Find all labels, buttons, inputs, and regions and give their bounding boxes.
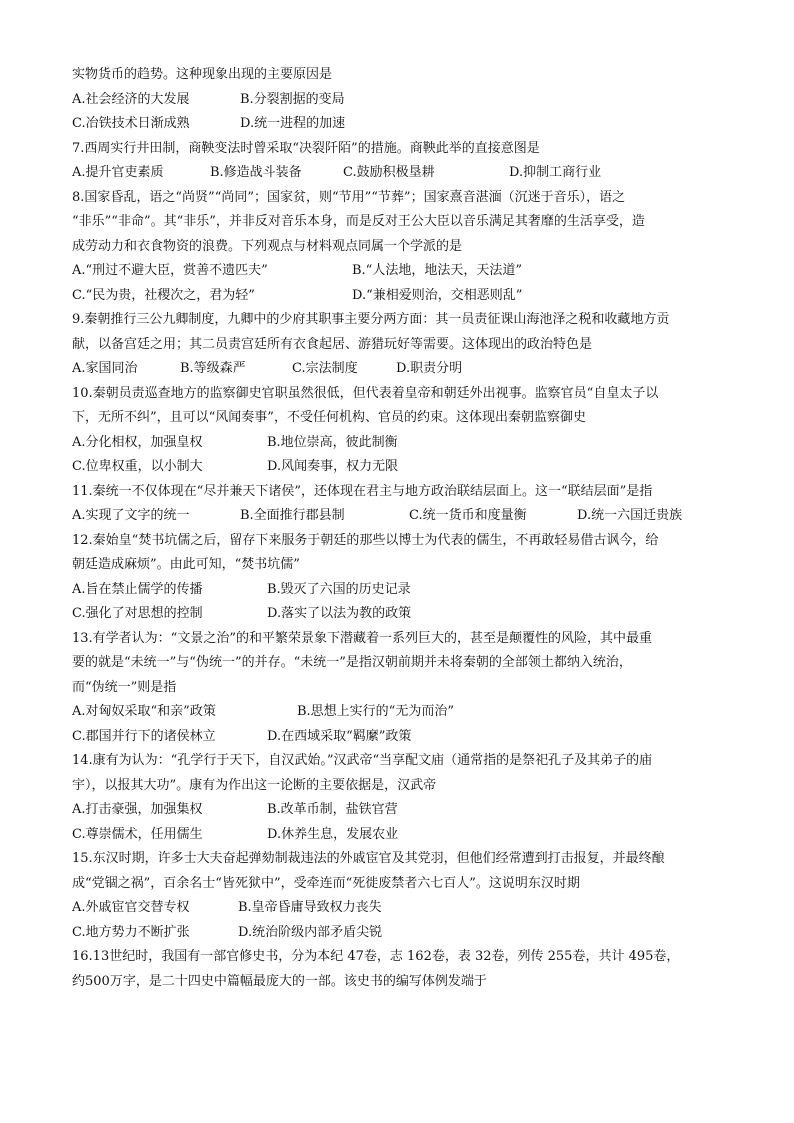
q9-option-d: D.职责分明 [396,361,463,376]
q10-stem-line: 下，无所不纠”，且可以“风闻奏事”，不受任何机构、官员的约束。这体现出秦朝监察御史 [72,410,586,425]
q7-option-c: C.鼓励积极垦耕 [343,165,435,180]
q11-option-c: C.统一货币和度量衡 [409,508,527,523]
q13-stem-line: 而“伪统一”则是指 [72,679,177,695]
q13-option-a: A.对匈奴采取“和亲”政策 [72,704,216,719]
q14-stem-line: 宇），以报其大功”。康有为作出这一论断的主要依据是，汉武帝 [72,777,437,793]
q8-option-d: D.“兼相爱则治，交相恶则乱” [352,287,523,303]
q9-stem-line: 献，以备宫廷之用；其二员责宫廷所有衣食起居、游猎玩好等需要。这体现出的政治特色是 [72,336,593,352]
q12-options-row [72,602,722,627]
q15-stem-line: 15.东汉时期，许多士大夫奋起弹劾制裁违法的外戚宦官及其党羽，但他们经常遭到打击报复，并最终酿 [72,851,665,866]
q10-options-row [72,455,722,480]
q12-stem-line: 朝廷造成麻烦”。由此可知，“焚书坑儒” [72,557,300,572]
q16-stem-line: 约500万字，是二十四史中篇幅最庞大的一部。该史书的编写体例发端于 [72,973,487,989]
q8-option-b: B.“人法地，地法天，天法道” [352,263,522,278]
q7-stem-line: 7.西周实行井田制，商鞅变法时曾采取“决裂阡陌”的措施。商鞅此举的直接意图是 [72,140,540,156]
q14-option-b: B.改革币制，盐铁官营 [267,802,398,817]
q10-option-c: C.位卑权重，以小制大 [72,459,203,474]
q14-option-a: A.打击豪强，加强集权 [72,802,203,817]
q13-options-row [72,700,722,725]
q6-option-b: B.分裂割据的变局 [240,91,345,107]
q9-option-b: B.等级森严 [180,361,246,376]
q9-stem-line: 9.秦朝推行三公九卿制度，九卿中的少府其职事主要分两方面：其一员责征课山海池泽之税和收藏地方贡 [72,312,670,327]
q7-options-row [72,161,722,186]
q13-option-b: B.思想上实行的“无为而治” [297,704,454,719]
q15-option-d: D.统治阶级内部矛盾尖锐 [238,924,383,940]
q15-option-b: B.皇帝昏庸导致权力丧失 [238,900,382,915]
q13-stem-line: 要的就是“未统一”与“伪统一”的并存。“未统一”是指汉朝前期并未将秦朝的全部领土都纳入统治， [72,655,632,670]
q13-options-row [72,725,722,750]
q7-option-d: D.抑制工商行业 [509,165,602,180]
q14-stem-line: 14.康有为认为：“孔学行于天下，自汉武始。”汉武帝“当享配文庙（通常指的是祭祀孔子及其弟子的庙 [72,753,653,768]
q16-stem-line: 16.13世纪时，我国有一部官修史书，分为本纪 47卷，志 162卷，表 32卷，列传 255卷，共计 495卷， [72,949,680,964]
q12-options-row [72,578,722,603]
q13-option-d: D.在西域采取“羁縻”政策 [267,728,412,744]
q11-options-row [72,504,722,529]
q15-options-row [72,921,722,946]
q10-option-d: D.风闻奏事，权力无限 [267,459,399,474]
q14-option-c: C.尊崇儒术，任用儒生 [72,826,203,842]
q8-stem-line: 成劳动力和衣食物资的浪费。下列观点与材料观点同属一个学派的是 [72,238,463,254]
q14-options-row [72,798,722,823]
q9-option-c: C.宗法制度 [292,361,358,376]
q10-stem-line: 10.秦朝员责巡查地方的监察御史官职虽然很低，但代表着皇帝和朝廷外出视事。监察官员“自皇太子以 [72,385,659,401]
q8-stem-line: 8.国家昏乱，语之“尚贤”“尚同”；国家贫，则“节用”“节葬”；国家熹音湛湎（沉迷于音乐），语之 [72,189,626,205]
q15-stem-line: 成“党锢之祸”，百余名士“皆死狱中”，受牵连而“死徙废禁者六七百人”。这说明东汉时期 [72,875,580,891]
q10-options-row [72,431,722,456]
q13-stem-line: 13.有学者认为：“文景之治”的和平繁荣景象下潜藏着一系列巨大的，甚至是颠覆性的风险，其中最重 [72,630,652,646]
q8-stem-line: “非乐”“非命”。其“非乐”，并非反对音乐本身，而是反对王公大臣以音乐满足其奢靡的生活享受，造 [72,214,645,229]
q15-option-a: A.外戚宦官交替专权 [72,900,190,915]
q12-option-a: A.旨在禁止儒学的传播 [72,581,203,597]
q12-option-b: B.毁灭了六国的历史记录 [267,581,411,597]
q12-option-c: C.强化了对思想的控制 [72,606,203,621]
q7-option-b: B.修造战斗装备 [210,165,302,180]
question-list [72,63,722,994]
q8-option-a: A.“刑过不避大臣，赏善不遗匹夫” [72,263,268,278]
q10-option-a: A.分化相权，加强皇权 [72,434,203,450]
q15-options-row [72,896,722,921]
q8-options-row [72,284,722,309]
q6-options-row [72,88,722,113]
q8-options-row [72,259,722,284]
q10-option-b: B.地位崇高，彼此制衡 [267,434,398,450]
q11-option-b: B.全面推行郡县制 [240,508,345,523]
q7-option-a: A.提升官吏素质 [72,165,164,180]
q6-option-c: C.冶铁技术日渐成熟 [72,116,190,131]
q11-option-a: A.实现了文字的统一 [72,508,190,523]
q12-stem-line: 12.秦始皇“焚书坑儒之后，留存下来服务于朝廷的那些以博士为代表的儒生，不再敢轻易借古讽今，给 [72,532,659,548]
q9-options-row [72,357,722,382]
q15-option-c: C.地方势力不断扩张 [72,924,190,940]
q8-option-c: C.“民为贵，社稷次之，君为轻” [72,287,255,303]
q14-options-row [72,823,722,848]
q11-stem-line: 11.秦统一不仅体现在“尽并兼天下诸侯”，还体现在君主与地方政治联结层面上。这一“联结层面”是指 [72,483,653,499]
q6-options-row [72,112,722,137]
q6-option-d: D.统一进程的加速 [240,116,346,131]
q14-option-d: D.休养生息，发展农业 [267,826,399,842]
q9-option-a: A.家国同治 [72,361,138,376]
q6-stem-line: 实物货币的趋势。这种现象出现的主要原因是 [72,67,333,82]
q13-option-c: C.郡国并行下的诸侯林立 [72,728,216,744]
q11-option-d: D.统一六国迁贵族 [577,508,683,523]
q6-option-a: A.社会经济的大发展 [72,91,190,107]
q12-option-d: D.落实了以法为教的政策 [267,606,412,621]
